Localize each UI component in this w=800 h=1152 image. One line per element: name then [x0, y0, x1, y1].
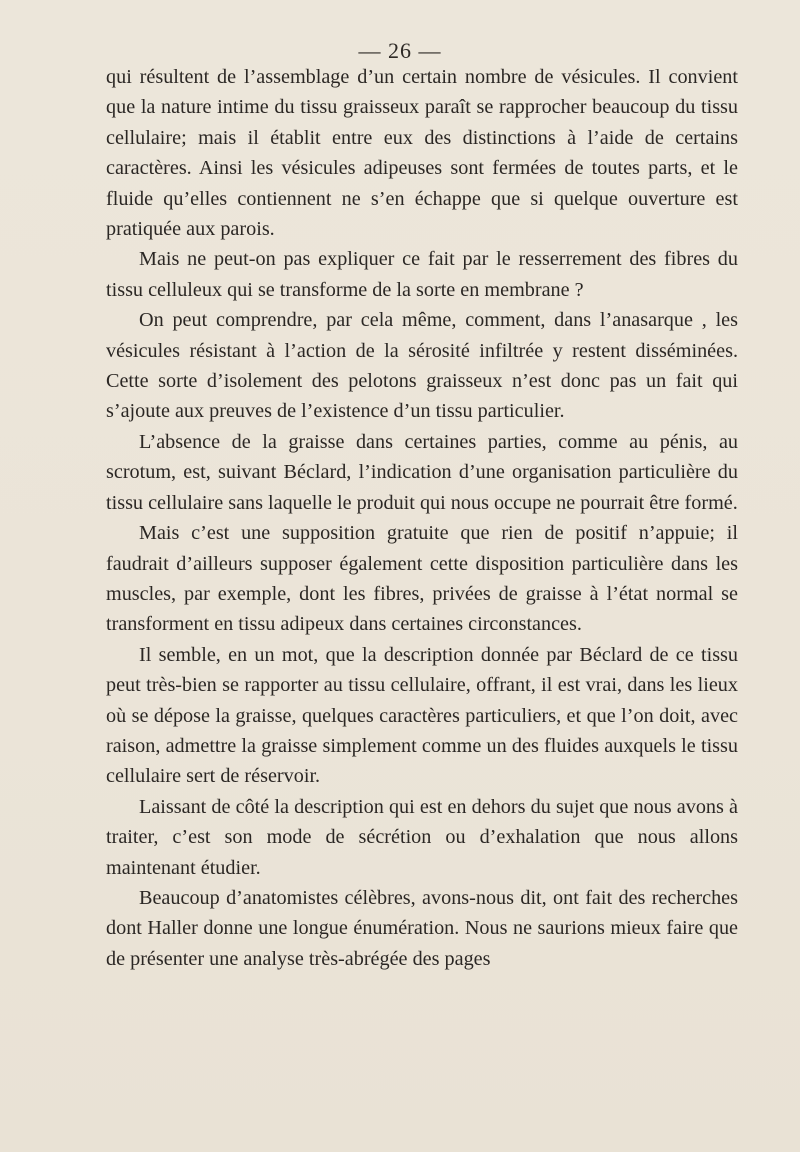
- paragraph-6: Il semble, en un mot, que la description donnée par Béclard de ce tissu peut très-bien se rapporter au tissu cellulaire, offrant, il est vrai, dans les lieux où se dépose la graisse, quelques caractères particuliers, et que l’on doit, avec raison, admettre la graisse simplement comme un des fluides auxquels le tissu cellulaire sert de réservoir.: [106, 643, 738, 788]
- page-number: — 26 —: [358, 38, 442, 63]
- paragraph-7: Laissant de côté la description qui est en dehors du sujet que nous avons à traiter, c’est son mode de sécrétion ou d’exhalation que nous allons maintenant étudier.: [106, 795, 738, 879]
- paragraph-4: L’absence de la graisse dans certaines parties, comme au pénis, au scrotum, est, suivant Béclard, l’indication d’une organisation particulière du tissu cellulaire sans laquelle le produit qui nous occupe ne pourrait être formé.: [106, 430, 738, 514]
- paragraph-8: Beaucoup d’anatomistes célèbres, avons-nous dit, ont fait des recherches dont Haller donne une longue énumération. Nous ne saurions mieux faire que de présenter une analyse très-abrégée des pages: [106, 886, 738, 970]
- paragraph-1: qui résultent de l’assemblage d’un certain nombre de vésicules. Il convient que la nature intime du tissu graisseux paraît se rapprocher beaucoup du tissu cellulaire; mais il établit entre eux des distinctions à l’aide de certains caractères. Ainsi les vésicules adipeuses sont fermées de toutes parts, et le fluide qu’elles contiennent ne s’en échappe que si quelque ouverture est pratiquée aux parois.: [106, 66, 738, 241]
- paragraph-5: Mais c’est une supposition gratuite que rien de positif n’appuie; il faudrait d’ailleurs supposer également cette disposition particulière dans les muscles, par exemple, dont les fibres, privées de graisse à l’état normal se transforment en tissu adipeux dans certaines circonstances.: [106, 522, 738, 636]
- paragraph-3: On peut comprendre, par cela même, comment, dans l’anasarque , les vésicules résistant à l’action de la sérosité infiltrée y restent disséminées. Cette sorte d’isolement des pelotons graisseux n’est donc pas un fait qui s’ajoute aux preuves de l’existence d’un tissu particulier.: [106, 309, 738, 423]
- page-body: [106, 62, 738, 974]
- paragraph-2: Mais ne peut-on pas expliquer ce fait par le resserrement des fibres du tissu celluleux qui se transforme de la sorte en membrane ?: [106, 248, 738, 301]
